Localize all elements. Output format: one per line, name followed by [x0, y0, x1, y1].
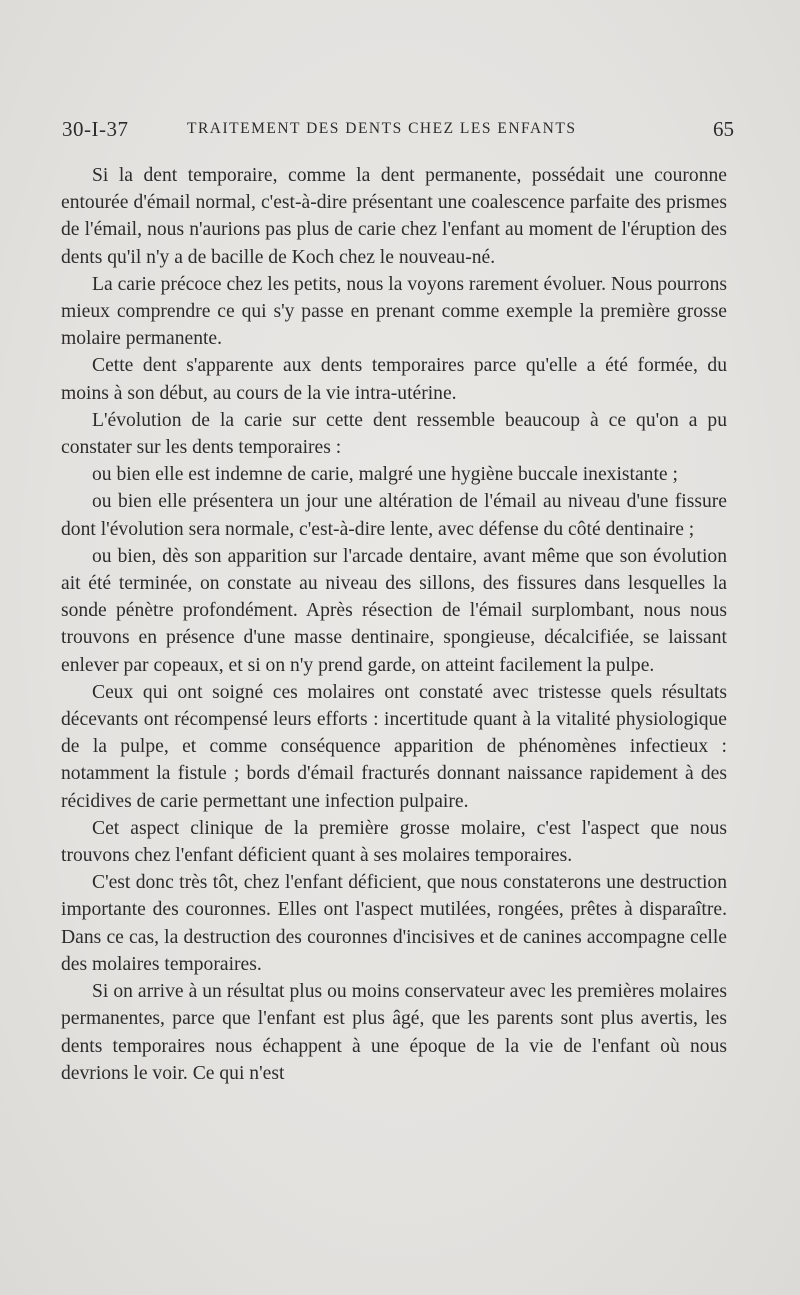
paragraph: ou bien elle présentera un jour une altération de l'émail au niveau d'une fissure dont l'évolution sera normale, c'est-à-dire lente, avec défense du côté dentinaire ;	[61, 491, 727, 540]
paragraph: L'évolution de la carie sur cette dent ressemble beaucoup à ce qu'on a pu constater sur les dents temporaires :	[61, 409, 727, 459]
paragraph: Cet aspect clinique de la première grosse molaire, c'est l'aspect que nous trouvons chez l'enfant déficient quant à ses molaires temporaires.	[61, 817, 727, 867]
paragraph: Ceux qui ont soigné ces molaires ont constaté avec tristesse quels résultats décevants ont récompensé leurs efforts : incertitude quant à la vitalité physiologique de la pulpe, et comme conséquence apparition de phénomènes infectieux : notamment la fistule ; bords d'émail fracturés donnant naissance rapidement à des récidives de carie permettant une infection pulpaire.	[61, 681, 727, 812]
paragraph: La carie précoce chez les petits, nous la voyons rarement évoluer. Nous pourrons mieux comprendre ce qui s'y passe en prenant comme exemple la première grosse molaire permanente.	[61, 273, 727, 350]
paragraph: ou bien elle est indemne de carie, malgré une hygiène buccale inexistante ;	[92, 464, 678, 486]
header-title: TRAITEMENT DES DENTS CHEZ LES ENFANTS	[187, 120, 577, 137]
paragraph: ou bien, dès son apparition sur l'arcade dentaire, avant même que son évolution ait été terminée, on constate au niveau des sillons, des fissures dans lesquelles la sonde pénètre profondément. Après résection de l'émail surplombant, nous nous trouvons en présence d'une masse dentinaire, spongieuse, décalcifiée, se laissant enlever par copeaux, et si on n'y prend garde, on atteint facilement la pulpe.	[61, 545, 727, 676]
paragraph: Si on arrive à un résultat plus ou moins conservateur avec les premières molaires permanentes, parce que l'enfant est plus âgé, que les parents sont plus avertis, les dents temporaires nous échappent à une époque de la vie de l'enfant où nous devrions le voir. Ce qui n'est	[61, 981, 727, 1084]
paragraph: Cette dent s'apparente aux dents temporaires parce qu'elle a été formée, du moins à son début, au cours de la vie intra-utérine.	[61, 355, 727, 404]
running-header	[62, 117, 734, 145]
paragraph: C'est donc très tôt, chez l'enfant déficient, que nous constaterons une destruction importante des couronnes. Elles ont l'aspect mutilées, rongées, prêtes à disparaître. Dans ce cas, la destruction des couronnes d'incisives et de canines accompagne celle des molaires temporaires.	[61, 872, 727, 975]
page-number: 65	[713, 117, 734, 141]
header-date: 30-I-37	[62, 117, 129, 141]
body-text	[61, 162, 727, 1087]
paragraph: Si la dent temporaire, comme la dent permanente, possédait une couronne entourée d'émail normal, c'est-à-dire présentant une coalescence parfaite des prismes de l'émail, nous n'aurions pas plus de carie chez l'enfant au moment de l'éruption des dents qu'il n'y a de bacille de Koch chez le nouveau-né.	[61, 165, 727, 268]
